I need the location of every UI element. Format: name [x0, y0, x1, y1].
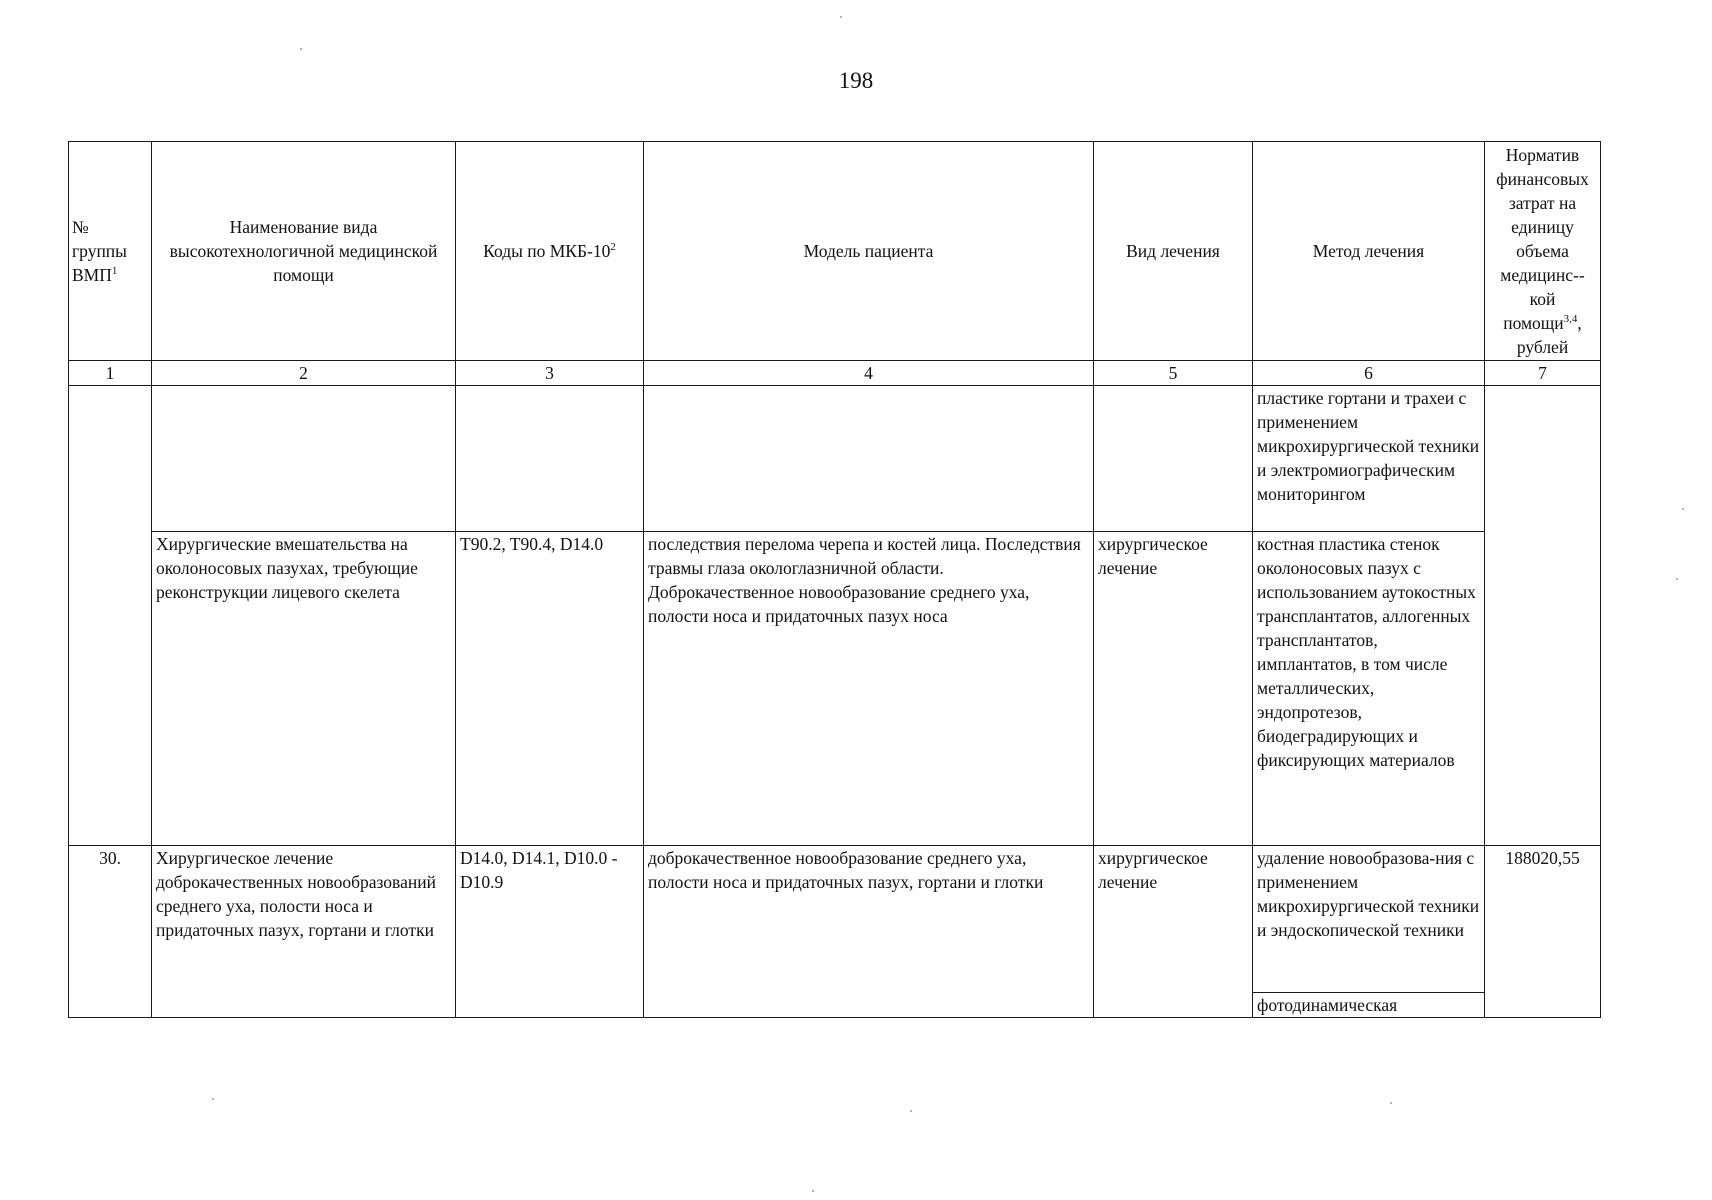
row-30-method-1: удаление новообразова-ния с применением микрохирургической техники и эндоскопической техники	[1253, 846, 1484, 993]
header-treatment-type-text: Вид лечения	[1126, 241, 1220, 261]
row-continuation-model	[644, 386, 1094, 532]
table-row-sinus-reconstruction	[69, 532, 1601, 846]
row-continuation-name	[152, 386, 456, 532]
header-group-number-sup: 1	[111, 265, 118, 278]
scan-speck	[1682, 508, 1684, 510]
header-patient-model-text: Модель пациента	[803, 241, 934, 261]
vmp-table	[68, 141, 1601, 1018]
column-number-1: 1	[69, 361, 152, 386]
scan-speck	[300, 48, 302, 50]
row-30-treatment: хирургическое лечение	[1094, 846, 1253, 1018]
column-number-7: 7	[1485, 361, 1601, 386]
scan-speck	[910, 1110, 912, 1112]
row-a-model: последствия перелома черепа и костей лица. Последствия травмы глаза окологлазничной области. Доброкачественное новообразование среднего уха, полости носа и придаточных пазух носа	[644, 532, 1094, 846]
row-30-method-cell	[1253, 846, 1485, 1018]
header-patient-model	[644, 142, 1094, 361]
row-30-method-2: фотодинамическая	[1257, 995, 1398, 1015]
header-icd-codes	[456, 142, 644, 361]
column-number-3: 3	[456, 361, 644, 386]
column-number-2: 2	[152, 361, 456, 386]
table-header-row	[69, 142, 1601, 361]
row-a-treatment: хирургическое лечение	[1094, 532, 1253, 846]
table-row-30	[69, 846, 1601, 1018]
row-continuation-codes	[456, 386, 644, 532]
header-icd-codes-sup: 2	[610, 241, 616, 254]
header-care-type-text: Наименование вида высокотехнологичной медицинской помощи	[169, 217, 438, 285]
column-number-5: 5	[1094, 361, 1253, 386]
header-cost-norm-text: Норматив финансовых затрат на единицу объема медицинс-- кой помощи	[1496, 145, 1589, 333]
row-30-codes: D14.0, D14.1, D10.0 - D10.9	[456, 846, 644, 1018]
row-continuation-number	[69, 386, 152, 846]
table-row-continuation	[69, 386, 1601, 532]
row-30-name: Хирургическое лечение доброкачественных новообразований среднего уха, полости носа и придаточных пазух, гортани и глотки	[152, 846, 456, 1018]
header-treatment-type	[1094, 142, 1253, 361]
column-number-6: 6	[1253, 361, 1485, 386]
scan-speck	[1676, 578, 1678, 580]
page-number: 198	[838, 68, 874, 93]
row-a-codes: T90.2, T90.4, D14.0	[456, 532, 644, 846]
header-group-number-text: № группы ВМП	[72, 217, 127, 285]
row-continuation-method: пластике гортани и трахеи с применением микрохирургической техники и электромиографическим мониторингом	[1253, 386, 1485, 532]
scan-speck	[840, 16, 842, 18]
row-continuation-cost	[1485, 386, 1601, 846]
header-treatment-method	[1253, 142, 1485, 361]
row-30-number: 30.	[69, 846, 152, 1018]
row-a-method: костная пластика стенок околоносовых пазух с использованием аутокостных трансплантатов, аллогенных трансплантатов, имплантатов, в том числе металлических, эндопротезов, биодеградирующих и фиксирующих материалов	[1253, 532, 1485, 846]
header-cost-norm	[1485, 142, 1601, 361]
column-number-4: 4	[644, 361, 1094, 386]
header-treatment-method-text: Метод лечения	[1312, 241, 1425, 261]
header-group-number	[69, 142, 152, 361]
row-a-name: Хирургические вмешательства на околоносовых пазухах, требующие реконструкции лицевого скелета	[152, 532, 456, 846]
scan-speck	[212, 1098, 214, 1100]
header-icd-codes-text: Коды по МКБ-10	[483, 241, 611, 261]
column-number-row	[69, 361, 1601, 386]
scan-speck	[1390, 1102, 1392, 1104]
header-cost-norm-sup: 3,4	[1563, 313, 1578, 326]
row-30-cost: 188020,55	[1485, 846, 1601, 1018]
row-30-model: доброкачественное новообразование среднего уха, полости носа и придаточных пазух, гортани и глотки	[644, 846, 1094, 1018]
header-care-type	[152, 142, 456, 361]
row-continuation-treatment	[1094, 386, 1253, 532]
scan-speck	[812, 1190, 814, 1192]
header-cost-norm-unit: , рублей	[1516, 313, 1582, 357]
